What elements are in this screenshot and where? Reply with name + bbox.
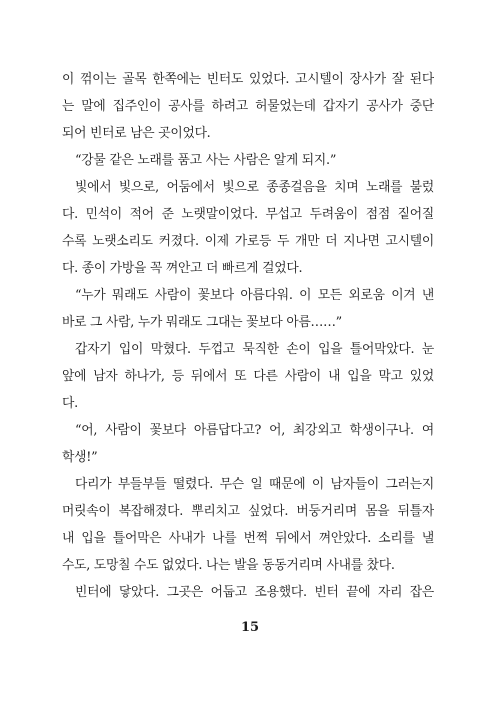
text-line: 다리가 부들부들 떨렸다. 무슨 일 때문에 이 남자들이 그러는지 — [75, 477, 434, 492]
text-line: 바로 그 사람, 누가 뭐래도 그대는 꽃보다 아름……” — [62, 315, 342, 330]
text-line: 다. — [62, 396, 78, 411]
text-line: 갑자기 입이 막혔다. 두껍고 묵직한 손이 입을 틀어막았다. 눈 — [75, 342, 434, 357]
text-line: 되어 빈터로 남은 곳이었다. — [62, 126, 211, 141]
text-line: “누가 뭐래도 사람이 꽃보다 아름다워. 이 모든 외로움 이겨 낸 — [75, 288, 434, 303]
text-line: 앞에 남자 하나가, 등 뒤에서 또 다른 사람이 내 입을 막고 있었 — [62, 369, 434, 384]
body-text — [62, 66, 434, 606]
text-line: 이 꺾이는 골목 한쪽에는 빈터도 있었다. 고시텔이 장사가 잘 된다 — [62, 72, 434, 87]
page-number: 15 — [240, 620, 260, 635]
text-line: 빛에서 빛으로, 어둠에서 빛으로 종종걸음을 치며 노래를 불렀 — [75, 180, 434, 195]
text-line: 수록 노랫소리도 커졌다. 이제 가로등 두 개만 더 지나면 고시텔이 — [62, 234, 434, 249]
text-line: 는 말에 집주인이 공사를 하려고 허물었는데 갑자기 공사가 중단 — [62, 99, 434, 114]
text-line: 다. 민석이 적어 준 노랫말이었다. 무섭고 두려움이 점점 짙어질 — [62, 207, 434, 222]
text-line: 빈터에 닿았다. 그곳은 어둡고 조용했다. 빈터 끝에 자리 잡은 — [75, 585, 434, 600]
text-line: 다. 종이 가방을 꼭 껴안고 더 빠르게 걸었다. — [62, 261, 303, 276]
text-line: 내 입을 틀어막은 사내가 나를 번쩍 뒤에서 껴안았다. 소리를 낼 — [62, 531, 434, 546]
text-line: “어, 사람이 꽃보다 아름답다고? 어, 최강외고 학생이구나. 여 — [75, 423, 434, 438]
text-line: 머릿속이 복잡해졌다. 뿌리치고 싶었다. 버둥거리며 몸을 뒤틀자 — [62, 504, 434, 519]
text-line: 수도, 도망칠 수도 없었다. 나는 발을 동동거리며 사내를 찼다. — [62, 558, 395, 573]
text-line: “강물 같은 노래를 품고 사는 사람은 알게 되지.” — [75, 153, 337, 168]
text-line: 학생!” — [62, 450, 98, 465]
